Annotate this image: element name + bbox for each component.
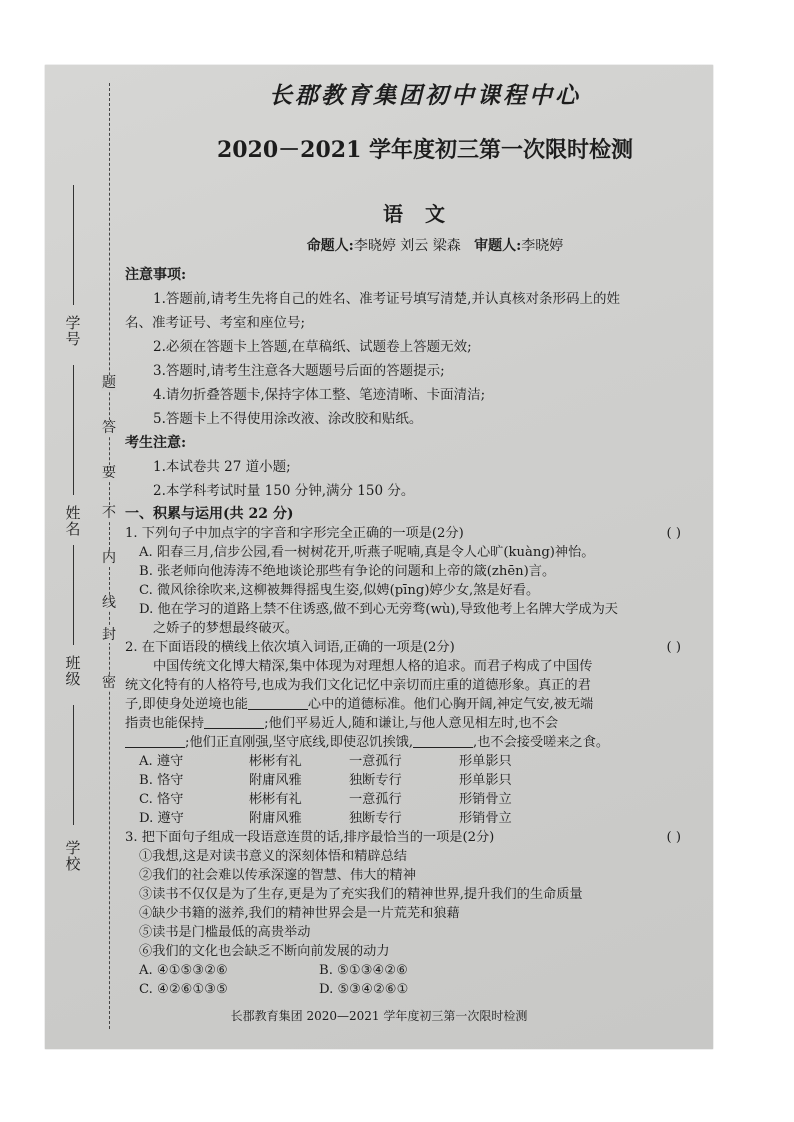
q1-option: C. 微风徐徐吹来,这柳被舞得摇曳生姿,似娉(pīng)婷少女,煞是好看。 (139, 583, 540, 598)
q2-passage-line: 中国传统文化博大精深,集中体现为对理想人格的追求。而君子构成了中国传 (153, 659, 593, 674)
setter-label: 命题人: (306, 238, 354, 254)
q2-passage-line: 指责也能保持 ;他们平易近人,随和谦让,与他人意见相左时,也不会 (125, 716, 559, 731)
seal-char: 线 (102, 595, 116, 611)
page-footer: 长郡教育集团 2020—2021 学年度初三第一次限时检测 (230, 1009, 528, 1023)
blank-line (125, 733, 185, 748)
notice-item: 名、准考证号、考室和座位号; (125, 315, 306, 331)
blank-line (204, 714, 264, 729)
student-id-label: 学号 (65, 314, 81, 348)
q2-passage-line: 统文化特有的人格符号,也成为我们文化记忆中亲切而庄重的道德形象。真正的君 (125, 678, 591, 693)
q2-option-row: A. 遵守 彬彬有礼 一意孤行 形单影只 (139, 754, 512, 769)
seal-char: 题 (102, 375, 116, 391)
notice-item: 4.请勿折叠答题卡,保持字体工整、笔迹清晰、卡面清洁; (153, 387, 486, 403)
q1-option: D. 他在学习的道路上禁不住诱惑,做不到心无旁骛(wù),导致他考上名牌大学成为天 (139, 602, 618, 617)
q3-option-row: C. ④②⑥①③⑤ D. ⑤③④②⑥① (139, 982, 409, 997)
q1-answer-paren: ( ) (666, 526, 681, 541)
q3-answer-paren: ( ) (666, 830, 681, 845)
setters: 李晓婷 刘云 梁森 (353, 238, 461, 254)
name-label: 姓名 (65, 504, 81, 538)
notice-title: 注意事项: (125, 267, 187, 283)
q1-option: B. 张老师向他涛涛不绝地谈论那些有争论的问题和上帝的箴(zhēn)言。 (139, 564, 556, 579)
class-line (73, 545, 74, 645)
seal-char: 不 (102, 505, 116, 521)
q2-stem: 2. 在下面语段的横线上依次填入词语,正确的一项是(2分) ( ) (125, 640, 681, 655)
q1-option-cont: 之娇子的梦想最终破灭。 (153, 621, 299, 636)
student-id-line (73, 185, 74, 305)
exam-page (45, 65, 713, 1049)
subject-title: 语文 (383, 202, 467, 226)
q1-option: A. 阳春三月,信步公园,看一树树花开,听燕子呢喃,真是令人心旷(kuàng)神怡。 (139, 545, 595, 560)
candidate-notice-item: 1.本试卷共 27 道小题; (153, 459, 291, 475)
seal-char: 答 (102, 420, 116, 436)
name-line (73, 365, 74, 495)
q3-sentence: ⑥我们的文化也会缺乏不断向前发展的动力 (139, 944, 390, 959)
exam-title: 2020－2021 学年度初三第一次限时检测 (216, 137, 634, 163)
q2-option-row: C. 恪守 彬彬有礼 一意孤行 形销骨立 (139, 792, 512, 807)
q3-sentence: ④缺少书籍的滋养,我们的精神世界会是一片荒芜和狼藉 (139, 906, 460, 921)
seal-char: 内 (102, 550, 116, 566)
seal-char: 封 (102, 627, 116, 643)
q3-sentence: ①我想,这是对读书意义的深刻体悟和精辟总结 (139, 849, 407, 864)
notice-item: 1.答题前,请考生先将自己的姓名、准考证号填写清楚,并认真核对条形码上的姓 (153, 291, 620, 307)
q2-passage-line: 子,即使身处逆境也能 心中的道德标准。他们心胸开阔,神定气安,被无端 (125, 697, 594, 712)
seal-char: 密 (102, 675, 116, 691)
notice-item: 3.答题时,请考生注意各大题题号后面的答题提示; (153, 363, 445, 379)
reviewer-label: 审题人: (474, 238, 522, 254)
blank-line (248, 695, 308, 710)
q3-sentence: ⑤读书是门槛最低的高贵举动 (139, 925, 311, 940)
q2-option-row: B. 恪守 附庸风雅 独断专行 形单影只 (139, 773, 512, 788)
candidate-notice-item: 2.本学科考试时量 150 分钟,满分 150 分。 (153, 483, 415, 499)
q3-stem: 3. 把下面句子组成一段语意连贯的话,排序最恰当的一项是(2分) ( ) (125, 830, 681, 845)
section1-title: 一、积累与运用(共 22 分) (125, 506, 294, 522)
reviewer: 李晓婷 (521, 238, 564, 254)
q3-sentence: ③读书不仅仅是为了生存,更是为了充实我们的精神世界,提升我们的生命质量 (139, 887, 583, 902)
candidate-notice-title: 考生注意: (125, 435, 187, 451)
class-label: 班级 (65, 654, 81, 688)
org-title: 长郡教育集团初中课程中心 (269, 82, 581, 109)
notice-item: 5.答题卡上不得使用涂改液、涂改胶和贴纸。 (153, 411, 423, 427)
q1-stem: 1. 下列句子中加点字的字音和字形完全正确的一项是(2分) ( ) (125, 526, 681, 541)
q2-option-row: D. 遵守 附庸风雅 独断专行 形销骨立 (139, 811, 512, 826)
q2-passage-line: ;他们正直刚强,坚守底线,即使忍饥挨饿, ,也不会接受嗟来之食。 (125, 733, 695, 752)
authors-line (245, 235, 625, 255)
q3-sentence: ②我们的社会难以传承深邃的智慧、伟大的精神 (139, 868, 416, 883)
notice-item: 2.必须在答题卡上答题,在草稿纸、试题卷上答题无效; (153, 339, 472, 355)
school-label: 学校 (65, 839, 81, 873)
q2-answer-paren: ( ) (666, 640, 681, 655)
q3-option-row: A. ④①⑤③②⑥ B. ⑤①③④②⑥ (139, 963, 409, 978)
seal-char: 要 (102, 465, 116, 481)
blank-line (413, 733, 473, 748)
exam-body (125, 263, 695, 999)
school-line (73, 705, 74, 825)
